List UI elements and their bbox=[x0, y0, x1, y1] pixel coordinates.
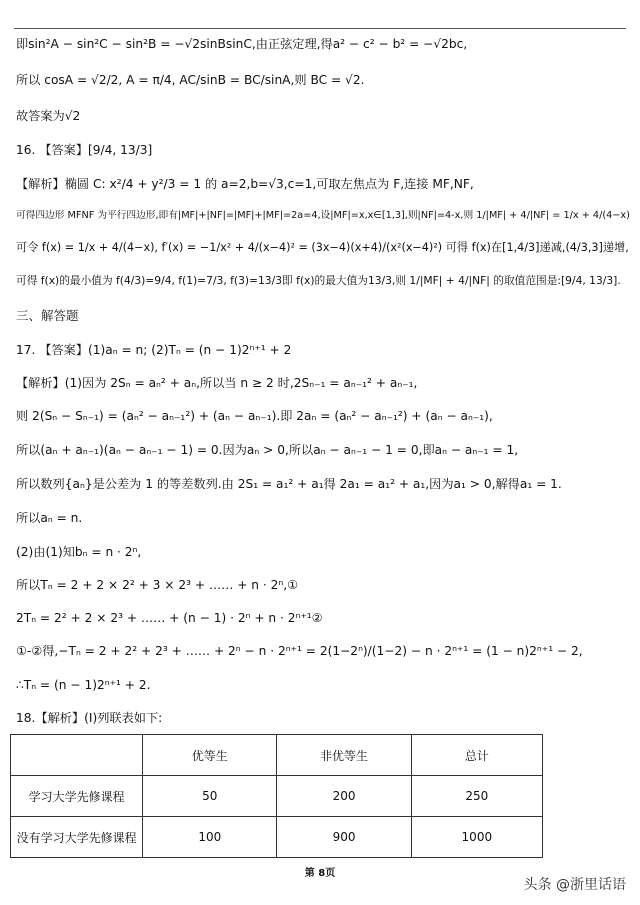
table-cell: 200 bbox=[277, 776, 411, 817]
table-header-cell: 优等生 bbox=[143, 735, 277, 776]
table-cell: 250 bbox=[411, 776, 542, 817]
text-line: ①-②得,−Tₙ = 2 + 2² + 2³ + …… + 2ⁿ − n · 2ⁿ⁺¹ = 2(1−2ⁿ)/(1−2) − n · 2ⁿ⁺¹ = (1 − n)2ⁿ⁺¹ − 2, bbox=[16, 644, 583, 658]
text-line: 16. 【答案】[9/4, 13/3] bbox=[16, 143, 153, 157]
text-line: 【解析】椭圆 C: x²/4 + y²/3 = 1 的 a=2,b=√3,c=1,可取左焦点为 F,连接 MF,NF, bbox=[16, 177, 474, 191]
watermark: 头条 @浙里话语 bbox=[523, 877, 626, 893]
table-cell: 900 bbox=[277, 817, 411, 858]
table-cell: 50 bbox=[143, 776, 277, 817]
table-header-row bbox=[11, 735, 543, 776]
table-cell: 没有学习大学先修课程 bbox=[11, 817, 143, 858]
text-line: 可得四边形 MFNF 为平行四边形,即有|MF|+|NF|=|MF|+|MF|=2a=4,设|MF|=x,x∈[1,3],则|NF|=4-x,则 1/|MF| + 4/|NF| = 1/x + 4/(4−x) bbox=[16, 210, 630, 221]
table-row bbox=[11, 776, 543, 817]
text-line: ∴Tₙ = (n − 1)2ⁿ⁺¹ + 2. bbox=[16, 678, 151, 692]
text-line: 所以数列{aₙ}是公差为 1 的等差数列.由 2S₁ = a₁² + a₁得 2a₁ = a₁² + a₁,因为a₁ > 0,解得a₁ = 1. bbox=[16, 477, 562, 491]
text-line: 可令 f(x) = 1/x + 4/(4−x), f′(x) = −1/x² + 4/(x−4)² = (3x−4)(x+4)/(x²(x−4)²) 可得 f(x)在[1,4/3]递减,(4/3,3]递增, bbox=[16, 241, 629, 254]
text-line: 所以 cosA = √2/2, A = π/4, AC/sinB = BC/sinA,则 BC = √2. bbox=[16, 73, 365, 87]
top-rule bbox=[14, 28, 626, 29]
text-line: 18.【解析】(Ⅰ)列联表如下: bbox=[16, 711, 163, 725]
table-header-cell bbox=[11, 735, 143, 776]
table-cell: 学习大学先修课程 bbox=[11, 776, 143, 817]
text-line: 17. 【答案】(1)aₙ = n; (2)Tₙ = (n − 1)2ⁿ⁺¹ + 2 bbox=[16, 343, 292, 357]
section-heading: 三、解答题 bbox=[16, 308, 79, 323]
text-line: 所以Tₙ = 2 + 2 × 2² + 3 × 2³ + …… + n · 2ⁿ,① bbox=[16, 578, 299, 592]
text-line: 所以(aₙ + aₙ₋₁)(aₙ − aₙ₋₁ − 1) = 0.因为aₙ > 0,所以aₙ − aₙ₋₁ − 1 = 0,即aₙ − aₙ₋₁ = 1, bbox=[16, 443, 519, 457]
text-line: 则 2(Sₙ − Sₙ₋₁) = (aₙ² − aₙ₋₁²) + (aₙ − aₙ₋₁).即 2aₙ = (aₙ² − aₙ₋₁²) + (aₙ − aₙ₋₁), bbox=[16, 409, 493, 423]
table-row bbox=[11, 817, 543, 858]
page-number: 第 8页 bbox=[304, 868, 336, 879]
text-line: 【解析】(1)因为 2Sₙ = aₙ² + aₙ,所以当 n ≥ 2 时,2Sₙ₋₁ = aₙ₋₁² + aₙ₋₁, bbox=[16, 376, 418, 390]
table-header-cell: 总计 bbox=[411, 735, 542, 776]
table-cell: 1000 bbox=[411, 817, 542, 858]
table-header-cell: 非优等生 bbox=[277, 735, 411, 776]
text-line: 即sin²A − sin²C − sin²B = −√2sinBsinC,由正弦定理,得a² − c² − b² = −√2bc, bbox=[16, 37, 468, 51]
text-line: (2)由(1)知bₙ = n · 2ⁿ, bbox=[16, 545, 142, 559]
table-cell: 100 bbox=[143, 817, 277, 858]
contingency-table bbox=[10, 734, 543, 858]
text-line: 故答案为√2 bbox=[16, 109, 81, 123]
text-line: 所以aₙ = n. bbox=[16, 511, 83, 525]
text-line: 2Tₙ = 2² + 2 × 2³ + …… + (n − 1) · 2ⁿ + n · 2ⁿ⁺¹② bbox=[16, 611, 323, 625]
text-line: 可得 f(x)的最小值为 f(4/3)=9/4, f(1)=7/3, f(3)=13/3即 f(x)的最大值为13/3,则 1/|MF| + 4/|NF| 的取值范围是:[9/4, 13/3]. bbox=[16, 274, 621, 287]
